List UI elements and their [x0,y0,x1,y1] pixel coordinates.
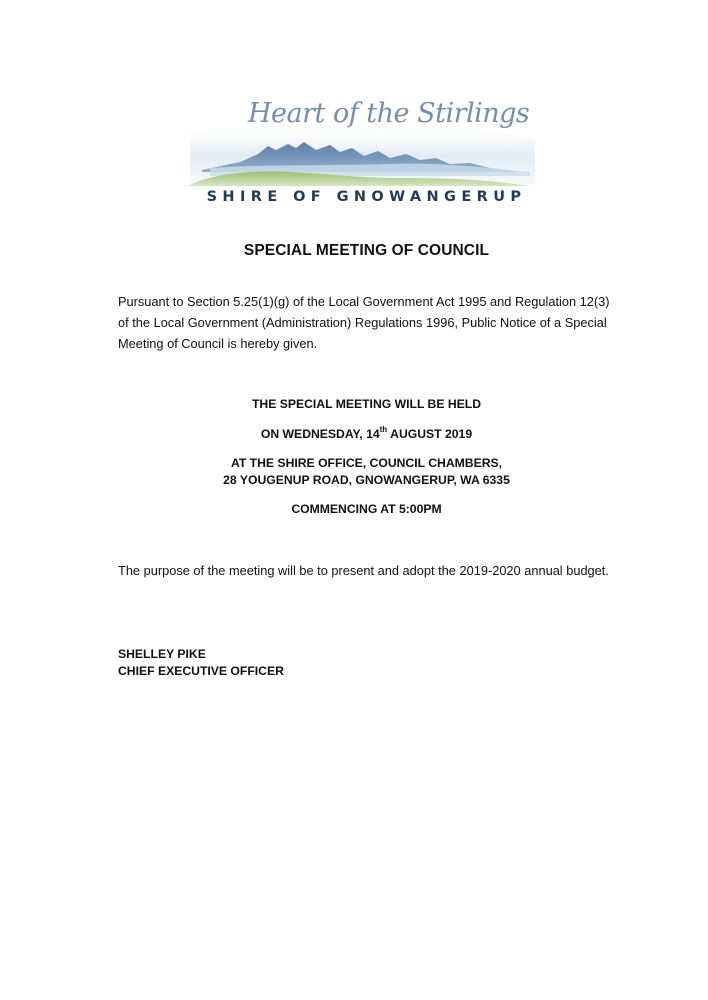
heart-of-the-stirlings-script: Heart of the Stirlings [248,98,530,129]
signatory-position: CHIEF EXECUTIVE OFFICER [118,664,284,678]
intro-paragraph: Pursuant to Section 5.25(1)(g) of the Local Government Act 1995 and Regulation 12(3) of the Local Government (Administration) Regulations 1996, Public Notice of a Special Meeting of Council is hereby given. [118,294,610,351]
venue-line-1: AT THE SHIRE OFFICE, COUNCIL CHAMBERS, [230,456,503,470]
meeting-date-rest: AUGUST 2019 [387,427,473,441]
purpose-paragraph: The purpose of the meeting will be to present and adopt the 2019-2020 annual budget. [118,563,609,578]
shire-name: SHIRE OF GNOWANGERUP [206,189,527,205]
signatory-name: SHELLEY PIKE [118,647,206,661]
page-title: SPECIAL MEETING OF COUNCIL [243,242,490,259]
venue-line-2: 28 YOUGENUP ROAD, GNOWANGERUP, WA 6335 [223,473,510,487]
stirling-ranges-logo-icon [180,88,540,188]
meeting-date-line [0,426,708,442]
commencing-time: COMMENCING AT 5:00PM [291,502,442,516]
meeting-held-line: THE SPECIAL MEETING WILL BE HELD [251,397,482,411]
meeting-date-prefix: ON WEDNESDAY, 14 [260,427,380,441]
shire-logo [180,88,540,188]
meeting-date-ordinal: th [379,424,388,434]
